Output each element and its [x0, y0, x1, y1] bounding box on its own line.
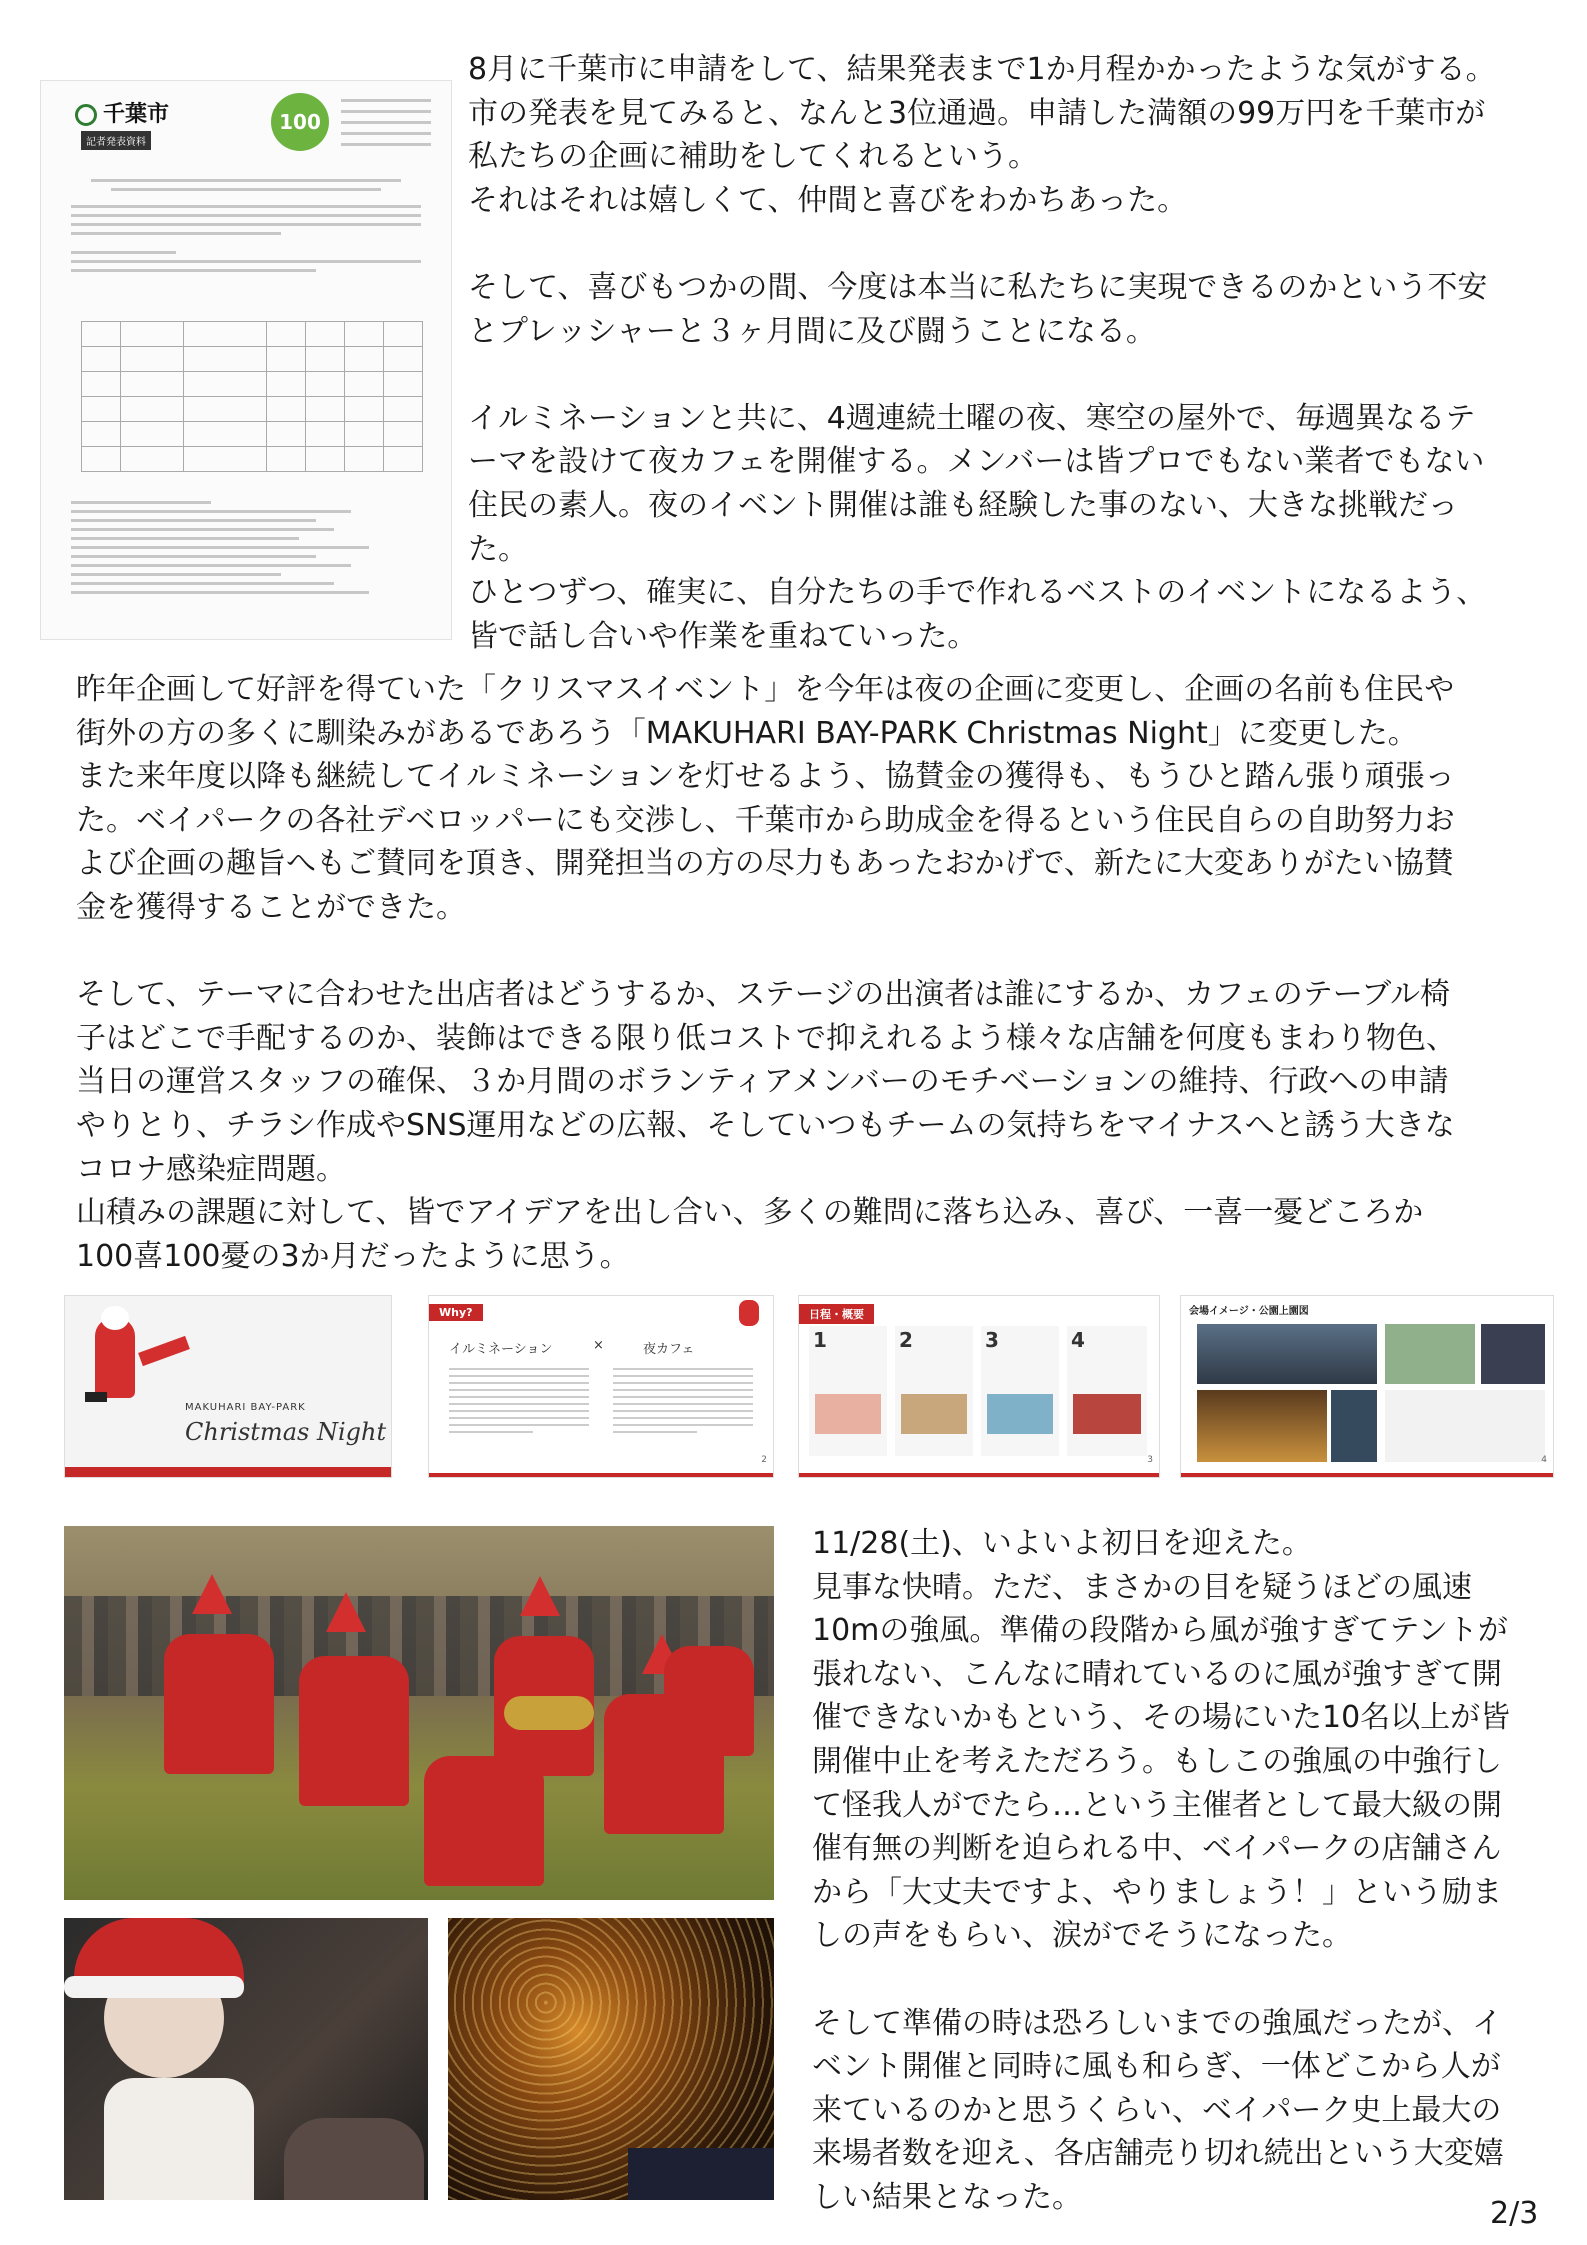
- slide-script-title: Christmas Night: [185, 1418, 387, 1446]
- paragraph: やりとり、チラシ作成やSNS運用などの広報、そしていつもチームの気持ちをマイナスへと誘う大きな: [76, 1107, 1455, 1143]
- venue-photo: [1197, 1324, 1377, 1384]
- paragraph: そして準備の時は恐ろしいまでの強風だったが、イ: [812, 2005, 1502, 2041]
- slide-venue-thumbnail: [1180, 1295, 1554, 1478]
- anniversary-badge: 100: [271, 93, 329, 151]
- paragraph: イルミネーションと共に、4週連続土曜の夜、寒空の屋外で、毎週異なるテ: [468, 400, 1476, 436]
- paragraph: 100喜100憂の3か月だったように思う。: [76, 1238, 630, 1274]
- paragraph: 見事な快晴。ただ、まさかの目を疑うほどの風速: [812, 1569, 1472, 1605]
- day-number: 1: [813, 1328, 827, 1352]
- paragraph: た。ベイパークの各社デベロッパーにも交渉し、千葉市から助成金を得るという住民自らの自助努力お: [76, 802, 1455, 838]
- paragraph: ひとつずつ、確実に、自分たちの手で作れるベストのイベントになるよう、: [468, 575, 1487, 611]
- brass-band-photo: [64, 1526, 774, 1900]
- paragraph: 8月に千葉市に申請をして、結果発表まで1か月程かかったような気がする。: [468, 52, 1496, 87]
- press-release-image: [40, 80, 452, 640]
- subsidy-table: [81, 321, 423, 472]
- santa-illustration: [95, 1318, 135, 1398]
- slide-title-thumbnail: [64, 1295, 392, 1478]
- day-number: 2: [899, 1328, 913, 1352]
- paragraph: ベント開催と同時に風も和らぎ、一体どこから人が: [812, 2049, 1501, 2085]
- santa-illustration: [739, 1300, 759, 1326]
- slide-number: 3: [1147, 1455, 1153, 1465]
- chiba-city-logo: 千葉市: [75, 97, 169, 128]
- paragraph: 私たちの企画に補助をしてくれるという。: [468, 139, 1038, 175]
- paragraph: から「大丈夫ですよ、やりましょう！」という励ま: [812, 1874, 1502, 1910]
- paragraph: 山積みの課題に対して、皆でアイデアを出し合い、多くの難問に落ち込み、喜び、一喜一憂どころか: [76, 1195, 1424, 1231]
- paragraph: コロナ感染症問題。: [76, 1151, 346, 1187]
- paragraph: しの声をもらい、涙がでそうになった。: [812, 1918, 1352, 1954]
- slide-why-thumbnail: [428, 1295, 774, 1478]
- paragraph: そして、テーマに合わせた出店者はどうするか、ステージの出演者は誰にするか、カフェのテーブル椅: [76, 977, 1450, 1013]
- paragraph: ーマを設けて夜カフェを開催する。メンバーは皆プロでもない業者でもない: [468, 444, 1485, 480]
- paragraph: 10mの強風。準備の段階から風が強すぎてテントが: [812, 1613, 1508, 1649]
- paragraph: 金を獲得することができた。: [76, 889, 466, 925]
- paragraph: て怪我人がでたら…という主催者として最大級の開: [812, 1787, 1502, 1823]
- paragraph: 街外の方の多くに馴染みがあるであろう「MAKUHARI BAY-PARK Christmas Night」に変更した。: [76, 715, 1418, 751]
- paragraph: とプレッシャーと３ヶ月間に及び闘うことになる。: [468, 313, 1156, 349]
- illumination-photo: [448, 1918, 774, 2200]
- slide-number: 4: [1541, 1455, 1547, 1465]
- paragraph: 催できないかもという、その場にいた10名以上が皆: [812, 1700, 1511, 1736]
- slide-number: 2: [761, 1455, 767, 1465]
- paragraph: よび企画の趣旨へもご賛同を頂き、開発担当の方の尽力もあったおかげで、新たに大変ありがたい協賛: [76, 846, 1454, 882]
- paragraph: 来場者数を迎え、各店舗売り切れ続出という大変嬉: [812, 2136, 1504, 2172]
- slide-right-label: 夜カフェ: [643, 1342, 695, 1357]
- paragraph: 11/28(土)、いよいよ初日を迎えた。: [812, 1526, 1312, 1561]
- paragraph: 来ているのかと思うくらい、ベイパーク史上最大の: [812, 2092, 1502, 2128]
- paragraph: 催有無の判断を迫られる中、ベイパークの店舗さん: [812, 1831, 1502, 1867]
- paragraph: 開催中止を考えただろう。もしこの強風の中強行し: [812, 1743, 1502, 1779]
- top-right-text: [468, 48, 1558, 658]
- paragraph: また来年度以降も継続してイルミネーションを灯せるよう、協賛金の獲得も、もうひと踏ん張り頑張っ: [76, 759, 1455, 795]
- day-number: 4: [1071, 1328, 1085, 1352]
- paragraph: しい結果となった。: [812, 2179, 1082, 2215]
- paragraph: それはそれは嬉しくて、仲間と喜びをわかちあった。: [468, 182, 1188, 218]
- paragraph: 子はどこで手配するのか、装飾はできる限り低コストで抑えれるよう様々な店舗を何度もまわり物色、: [76, 1020, 1456, 1056]
- paragraph: そして、喜びもつかの間、今度は本当に私たちに実現できるのかという不安: [468, 269, 1488, 305]
- slide-schedule-thumbnail: [798, 1295, 1160, 1478]
- paragraph: た。: [468, 531, 528, 567]
- slide-heading: 会場イメージ・公園上園図: [1189, 1306, 1309, 1317]
- child-photo: [64, 1918, 428, 2200]
- paragraph: 市の発表を見てみると、なんと3位通過。申請した満額の99万円を千葉市が: [468, 95, 1486, 131]
- slide-x-label: ×: [593, 1338, 604, 1353]
- day-number: 3: [985, 1328, 999, 1352]
- paragraph: 住民の素人。夜のイベント開催は誰も経験した事のない、大きな挑戦だっ: [468, 487, 1458, 523]
- slide-heading: Why?: [429, 1304, 483, 1321]
- paragraph: 昨年企画して好評を得ていた「クリスマスイベント」を今年は夜の企画に変更し、企画の名前も住民や: [76, 672, 1455, 707]
- slide-left-label: イルミネーション: [449, 1342, 553, 1357]
- press-tag: 記者発表資料: [81, 131, 151, 150]
- page-number: 2/3: [1490, 2196, 1539, 2231]
- paragraph: 当日の運営スタッフの確保、３か月間のボランティアメンバーのモチベーションの維持、行政への申請: [76, 1064, 1449, 1100]
- slide-heading: 日程・概要: [799, 1304, 874, 1324]
- venue-map: [1385, 1324, 1475, 1384]
- paragraph: 皆で話し合いや作業を重ねていった。: [468, 618, 978, 654]
- slide-subtitle: MAKUHARI BAY-PARK: [185, 1402, 306, 1413]
- bottom-right-text: [812, 1522, 1572, 2220]
- middle-text: [76, 668, 1556, 1278]
- paragraph: 張れない、こんなに晴れているのに風が強すぎて開: [812, 1656, 1502, 1692]
